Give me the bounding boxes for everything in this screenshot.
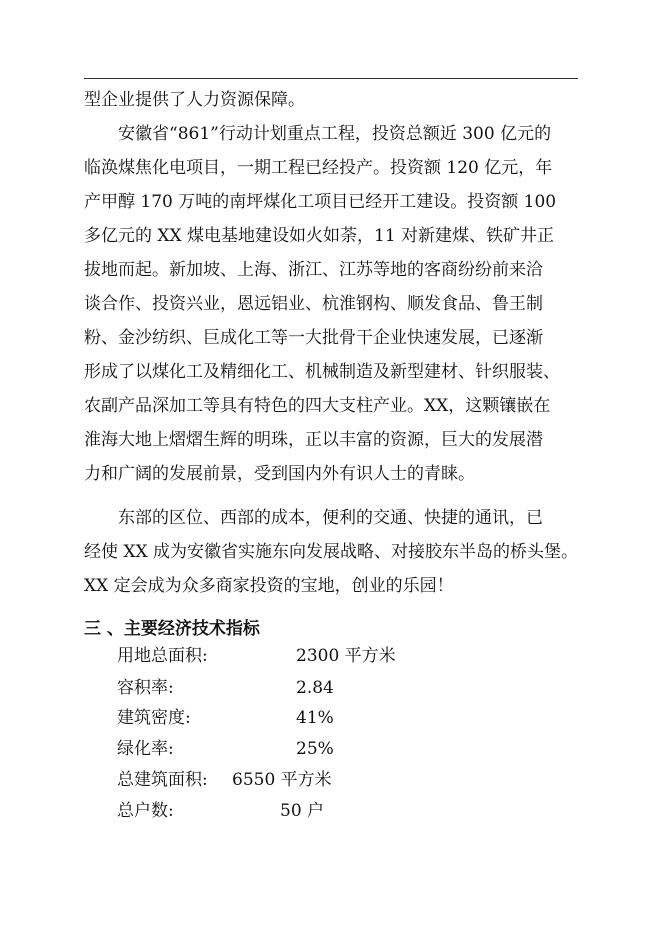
paragraph-line: 型企业提供了人力资源保障。 [84, 90, 305, 110]
paragraph-line: 淮海大地上熠熠生辉的明珠，正以丰富的资源，巨大的发展潜 [84, 430, 543, 450]
spec-value: 41% [296, 708, 334, 728]
spec-value: 2.84 [296, 678, 334, 698]
paragraph-line: 多亿元的 XX 煤电基地建设如火如荼，11 对新建煤、铁矿井正 [84, 226, 555, 246]
spec-label: 总建筑面积: [117, 770, 208, 790]
paragraph-line: 东部的区位、西部的成本，便利的交通、快捷的通讯，已 [118, 508, 543, 528]
spec-label: 容积率: [117, 678, 174, 698]
paragraph-line: 粉、金沙纺织、巨成化工等一大批骨干企业快速发展，已逐渐 [84, 328, 543, 348]
header-rule [84, 78, 578, 79]
spec-label: 绿化率: [117, 739, 174, 759]
spec-label: 总户数: [117, 801, 174, 821]
spec-value: 2300 平方米 [296, 646, 396, 666]
paragraph-line: 安徽省“861”行动计划重点工程，投资总额近 300 亿元的 [118, 124, 552, 144]
section-heading: 三 、主要经济技术指标 [84, 619, 260, 639]
spec-value: 6550 平方米 [232, 770, 332, 790]
paragraph-line: 产甲醇 170 万吨的南坪煤化工项目已经开工建设。投资额 100 [84, 192, 557, 212]
spec-value: 50 户 [280, 801, 325, 821]
spec-label: 建筑密度: [117, 708, 191, 728]
paragraph-line: XX 定会成为众多商家投资的宝地，创业的乐园！ [84, 576, 454, 596]
paragraph-line: 谈合作、投资兴业，恩远铝业、杭淮钢构、顺发食品、鲁王制 [84, 294, 543, 314]
paragraph-line: 形成了以煤化工及精细化工、机械制造及新型建材、针织服装、 [84, 362, 560, 382]
spec-value: 25% [296, 739, 334, 759]
paragraph-line: 临涣煤焦化电项目，一期工程已经投产。投资额 120 亿元，年 [84, 158, 553, 178]
paragraph-line: 农副产品深加工等具有特色的四大支柱产业。XX，这颗镶嵌在 [84, 396, 551, 416]
spec-label: 用地总面积: [117, 646, 208, 666]
paragraph-line: 力和广阔的发展前景，受到国内外有识人士的青睐。 [84, 464, 475, 484]
paragraph-line: 经使 XX 成为安徽省实施东向发展战略、对接胶东半岛的桥头堡。 [84, 542, 579, 562]
paragraph-line: 拔地而起。新加坡、上海、浙江、江苏等地的客商纷纷前来洽 [84, 260, 543, 280]
